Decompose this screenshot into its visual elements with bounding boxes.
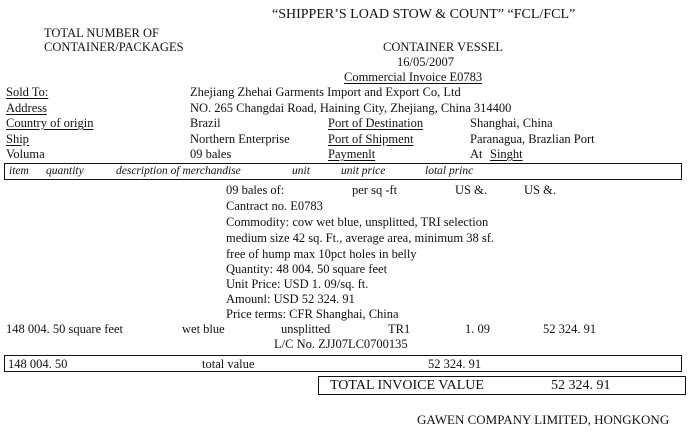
line-quantity: 148 004. 50 square feet — [6, 322, 123, 336]
line-unit-price: 1. 09 — [465, 322, 490, 336]
payment-value-prefix: At — [470, 147, 483, 161]
line-selection: TR1 — [388, 322, 411, 336]
payment-label: Paymenlt — [328, 147, 376, 161]
total-invoice-amount: 52 324. 91 — [551, 378, 611, 393]
detail-unit-price: Unit Price: USD 1. 09/sq. ft. — [226, 277, 369, 291]
detail-bales-of: 09 bales of: — [226, 183, 285, 197]
col-total-price: lotal princ — [425, 165, 474, 177]
detail-hump: free of hump max 10pct holes in belly — [226, 247, 417, 261]
detail-size: medium size 42 sq. Ft., average area, minimum 38 sf. — [226, 231, 494, 245]
detail-commodity: Commodity: cow wet blue, unsplitted, TRI selection — [226, 215, 489, 229]
invoice-title: Commercial Invoice E0783 — [344, 70, 483, 84]
line-description: wet blue — [182, 322, 225, 336]
col-description: description of merchandise — [116, 165, 241, 177]
country-label: Country of origin — [6, 116, 94, 130]
total-invoice-label: TOTAL INVOICE VALUE — [330, 378, 484, 393]
line-split: unsplitted — [281, 322, 331, 336]
detail-quantity: Quantity: 48 004. 50 square feet — [226, 262, 388, 276]
detail-amount: Amounl: USD 52 324. 91 — [226, 292, 355, 306]
col-unit-price: unit price — [341, 165, 386, 177]
detail-currency-2: US &. — [524, 183, 556, 197]
sold-to-value: Zhejiang Zhehai Garments Import and Export Co, Ltd — [190, 85, 461, 99]
total-value-amount: 52 324. 91 — [428, 357, 482, 371]
detail-contract: Cantract no. E0783 — [226, 199, 323, 213]
invoice-date: 16/05/2007 — [397, 55, 454, 69]
total-value-box — [4, 355, 682, 372]
sold-to-label: Sold To: — [6, 85, 49, 99]
container-vessel-label: CONTAINER VESSEL — [383, 40, 503, 54]
col-quantity: quantity — [46, 165, 84, 177]
company-name: GAWEN COMPANY LIMITED, HONGKONG — [417, 412, 670, 427]
destination-label: Port of Destination — [328, 116, 424, 130]
detail-currency-1: US &. — [455, 183, 487, 197]
shipper-clause: “SHIPPER’S LOAD STOW & COUNT” “FCL/FCL” — [272, 7, 576, 22]
address-label: Address — [6, 101, 47, 115]
col-item: item — [9, 165, 29, 177]
line-total: 52 324. 91 — [543, 322, 597, 336]
total-value-label: total value — [202, 357, 255, 371]
voluma-label: Voluma — [6, 147, 45, 161]
ship-value: Northern Enterprise — [190, 132, 290, 146]
destination-value: Shanghai, China — [470, 116, 553, 130]
detail-price-terms: Price terms: CFR Shanghai, China — [226, 307, 399, 321]
total-quantity: 148 004. 50 — [8, 357, 68, 371]
country-value: Brazil — [190, 116, 221, 130]
payment-value: Singht — [490, 147, 523, 161]
voluma-value: 09 bales — [190, 147, 232, 161]
col-unit: unit — [292, 165, 310, 177]
shipment-label: Port of Shipment — [328, 132, 414, 146]
line-lc-number: L/C No. ZJJ07LC0700135 — [274, 337, 408, 351]
shipment-value: Paranagua, Brazlian Port — [470, 132, 595, 146]
ship-label: Ship — [6, 132, 29, 146]
total-number-label-line1: TOTAL NUMBER OF — [44, 26, 159, 40]
detail-per-sq-ft: per sq -ft — [352, 183, 398, 197]
total-number-label-line2: CONTAINER/PACKAGES — [44, 40, 184, 54]
address-value: NO. 265 Changdai Road, Haining City, Zhejiang, China 314400 — [190, 101, 512, 115]
